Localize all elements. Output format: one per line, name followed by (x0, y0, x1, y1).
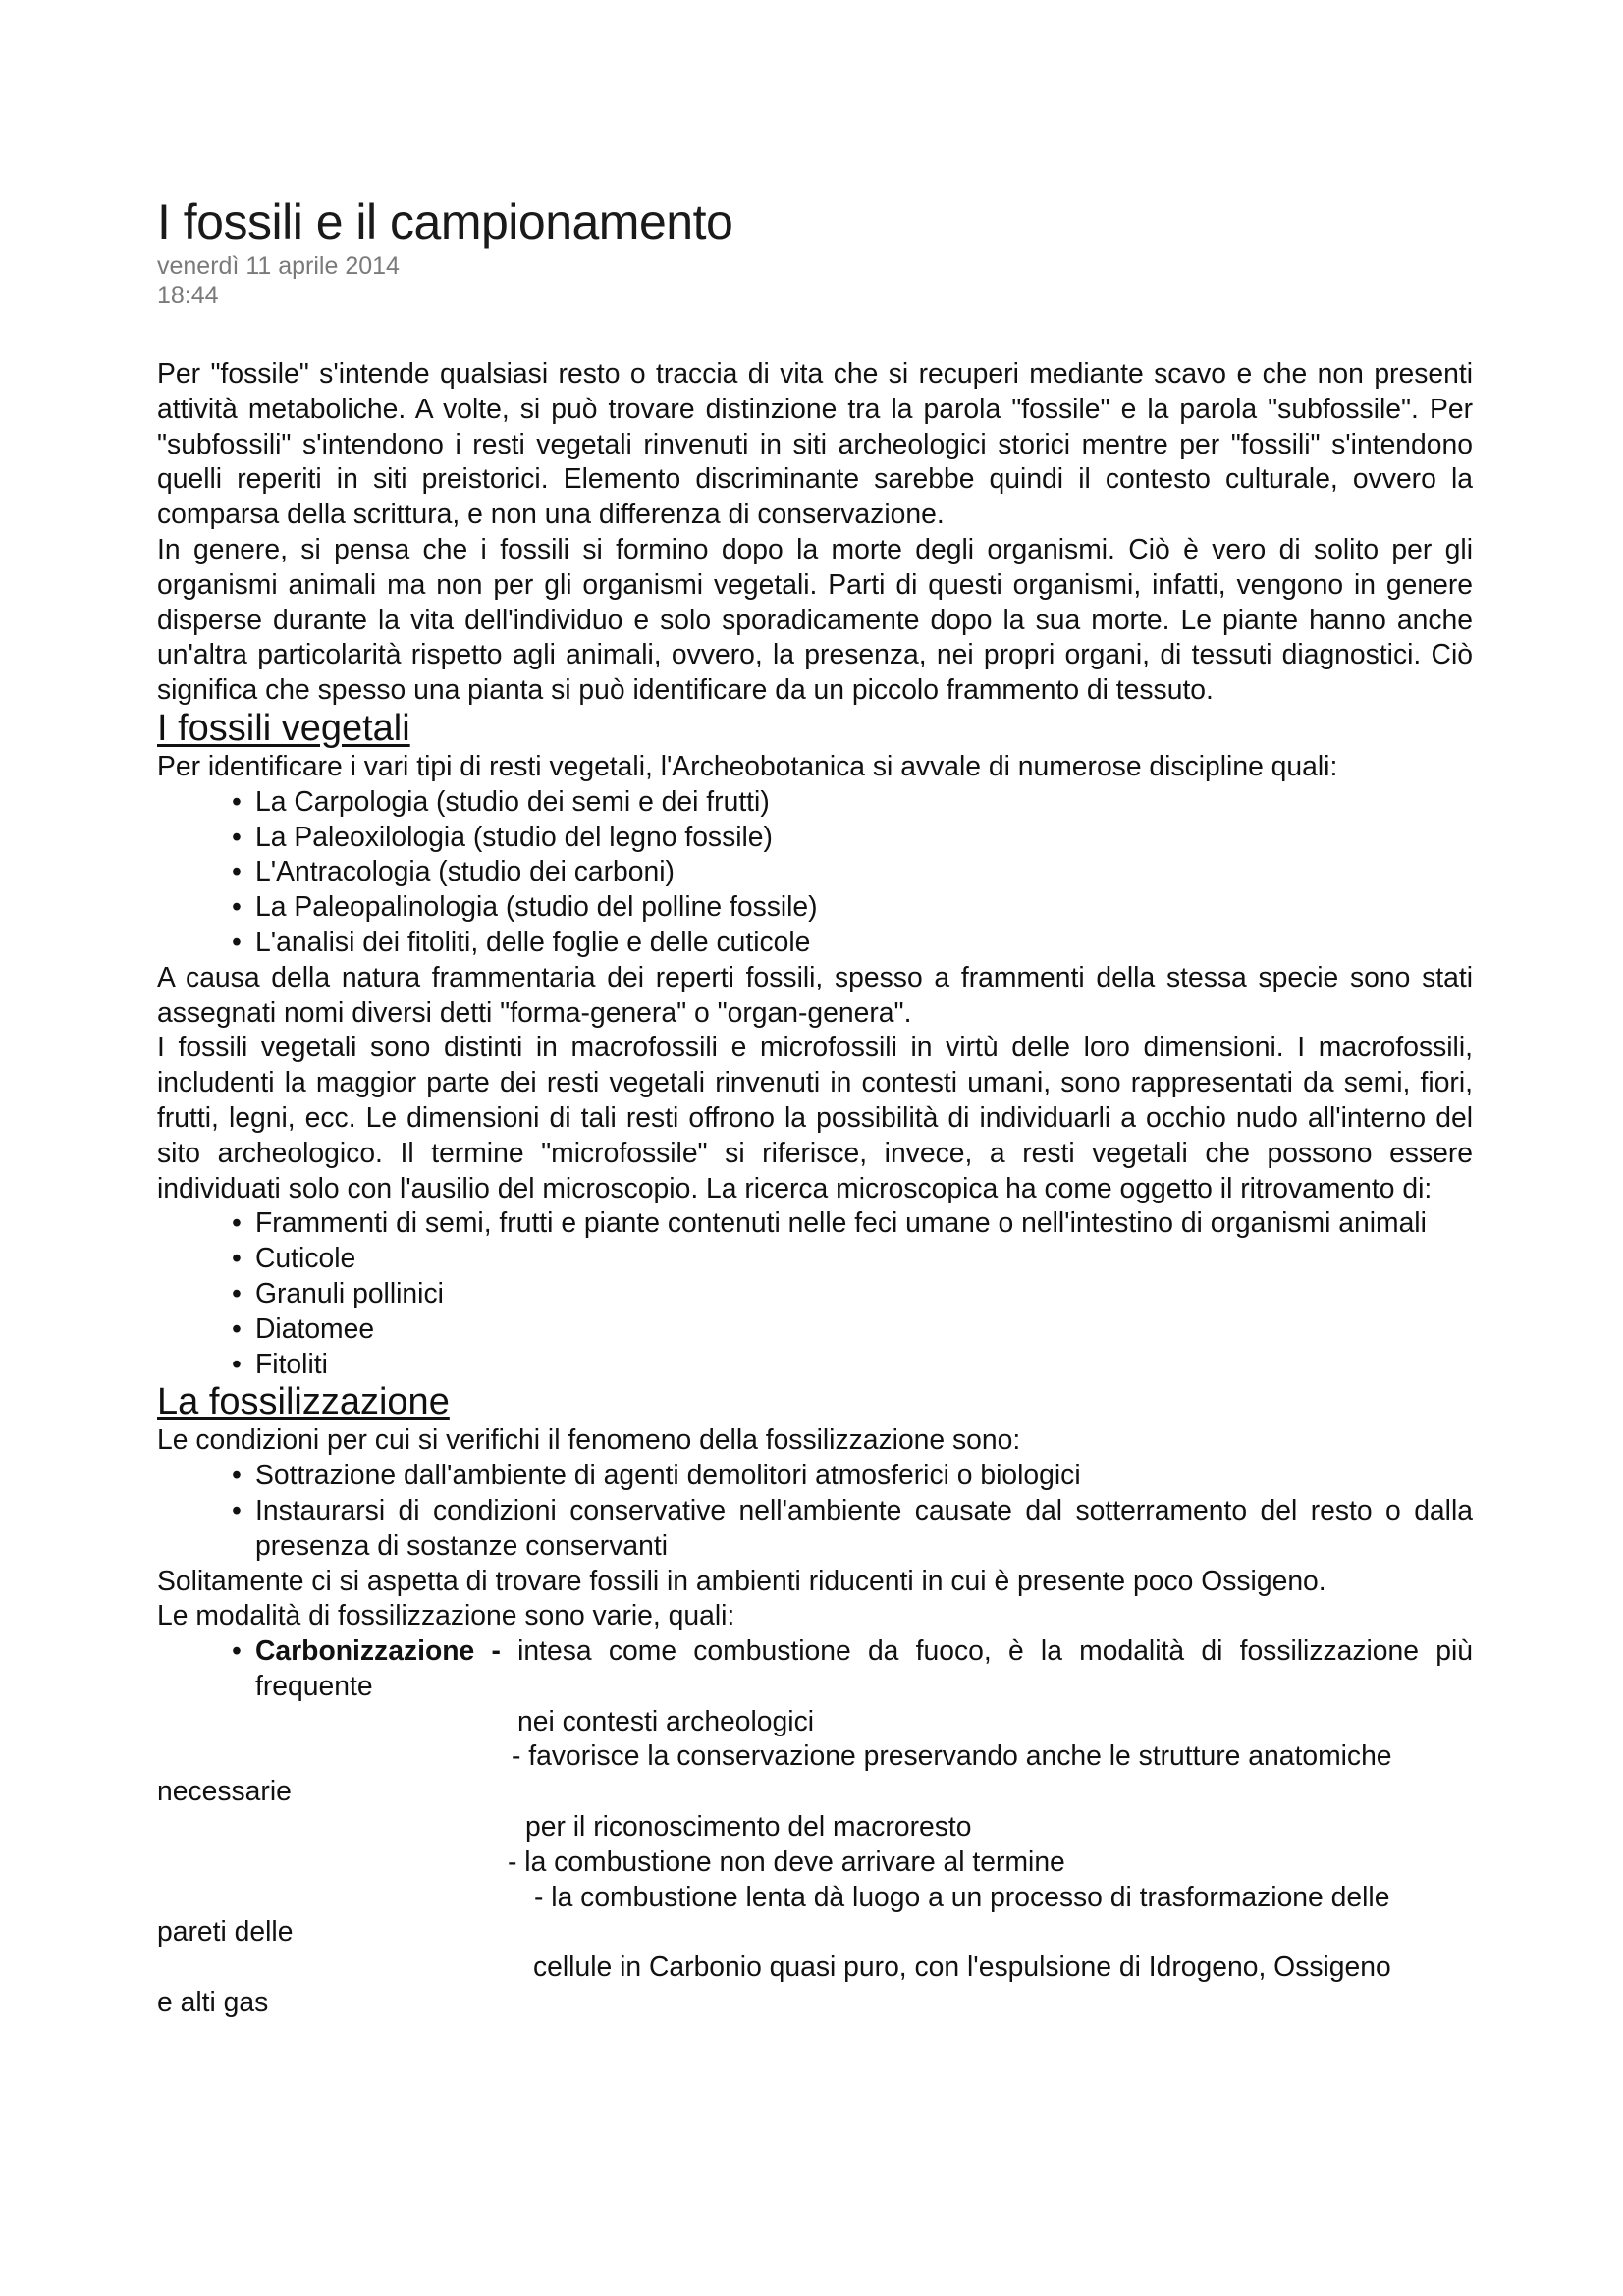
list-item-carbonizzazione (157, 1633, 1473, 1704)
paragraph-forma-genera: A causa della natura frammentaria dei reperti fossili, spesso a frammenti della stessa specie sono stati assegnati nomi diversi detti "forma-genera" o "organ-genera". (157, 960, 1473, 1028)
section1-lead: Per identificare i vari tipi di resti vegetali, l'Archeobotanica si avvale di numerose discipline quali: (157, 749, 1338, 781)
list-item: • Fitoliti (157, 1347, 1473, 1382)
carb-line: cellule in Carbonio quasi puro, con l'espulsione di Idrogeno, Ossigeno (533, 1950, 1391, 1983)
section-heading-fossilizzazione: La fossilizzazione (157, 1381, 450, 1423)
disciplines-list (157, 784, 1473, 960)
paragraph-modalita: Le modalità di fossilizzazione sono varie, quali: (157, 1599, 735, 1631)
spacer (157, 310, 1473, 356)
section-heading-fossili-vegetali: I fossili vegetali (157, 707, 410, 749)
microfossil-list (157, 1205, 1473, 1381)
section2-lead: Le condizioni per cui si verifichi il fenomeno della fossilizzazione sono: (157, 1423, 1021, 1456)
note-page (157, 192, 1473, 2020)
note-date: venerdì 11 aprile 2014 (157, 252, 400, 280)
note-time: 18:44 (157, 282, 219, 309)
carb-line: e alti gas (157, 1986, 269, 2018)
list-item: • Frammenti di semi, frutti e piante contenuti nelle feci umane o nell'intestino di organismi animali (157, 1205, 1473, 1241)
conditions-list (157, 1458, 1473, 1563)
paragraph-ambienti-riducenti: Solitamente ci si aspetta di trovare fossili in ambienti riducenti in cui è presente poco Ossigeno. (157, 1564, 1326, 1596)
paragraph-macro-micro: I fossili vegetali sono distinti in macrofossili e microfossili in virtù delle loro dimensioni. I macrofossili, includenti la maggior parte dei resti vegetali rinvenuti in contesti umani, sono rappresentati da semi, fiori, frutti, legni, ecc. Le dimensioni di tali resti offrono la possibilità di individuarli a occhio nudo all'interno del sito archeologico. Il termine "microfossile" si riferisce, invece, a resti vegetali che possono essere individuati solo con l'ausilio del microscopio. La ricerca microscopica ha come oggetto il ritrovamento di: (157, 1031, 1473, 1203)
page-title: I fossili e il campionamento (157, 194, 733, 249)
carb-line: necessarie (157, 1775, 292, 1807)
list-item: • Diatomee (157, 1311, 1473, 1347)
list-item: • Instaurarsi di condizioni conservative nell'ambiente causate dal sotterramento del resto o dalla presenza di sostanze conservanti (157, 1493, 1473, 1564)
list-item: • Granuli pollinici (157, 1276, 1473, 1311)
list-item: • La Carpologia (studio dei semi e dei frutti) (157, 784, 1473, 820)
carb-line: - la combustione lenta dà luogo a un processo di trasformazione delle (534, 1880, 1390, 1912)
carb-line: - la combustione non deve arrivare al termine (508, 1844, 1065, 1877)
carb-line: pareti delle (157, 1915, 294, 1948)
list-item: • L'analisi dei fitoliti, delle foglie e delle cuticole (157, 925, 1473, 960)
intro-paragraph-1: Per "fossile" s'intende qualsiasi resto o traccia di vita che si recuperi mediante scavo e che non presenti attività metaboliche. A volte, si può trovare distinzione tra la parola "fossile" e la parola "subfossile". Per "subfossili" s'intendono i resti vegetali rinvenuti in siti archeologici storici mentre per "fossili" s'intendono quelli reperiti in siti preistorici. Elemento discriminante sarebbe quindi il contesto culturale, ovvero la comparsa della scrittura, e non una differenza di conservazione. (157, 357, 1473, 530)
carb-line: nei contesti archeologici (517, 1704, 815, 1736)
list-item: • La Paleoxilologia (studio del legno fossile) (157, 820, 1473, 855)
carb-line: per il riconoscimento del macroresto (525, 1810, 972, 1842)
list-item: • La Paleopalinologia (studio del polline fossile) (157, 889, 1473, 925)
carb-line: - favorisce la conservazione preservando anche le strutture anatomiche (512, 1739, 1392, 1772)
carbonizzazione-desc: intesa come combustione da fuoco, è la modalità di fossilizzazione più frequente (255, 1634, 1473, 1701)
modalities-list (157, 1633, 1473, 1704)
list-item: • L'Antracologia (studio dei carboni) (157, 854, 1473, 889)
intro-paragraph-2: In genere, si pensa che i fossili si formino dopo la morte degli organismi. Ciò è vero di solito per gli organismi animali ma non per gli organismi vegetali. Parti di questi organismi, infatti, vengono in genere disperse durante la vita dell'individuo e solo sporadicamente dopo la sua morte. Le piante hanno anche un'altra particolarità rispetto agli animali, ovvero, la presenza, nei propri organi, di tessuti diagnostici. Ciò significa che spesso una pianta si può identificare da un piccolo frammento di tessuto. (157, 532, 1473, 706)
carbonizzazione-term: Carbonizzazione - (255, 1634, 501, 1667)
list-item: • Cuticole (157, 1241, 1473, 1276)
list-item: • Sottrazione dall'ambiente di agenti demolitori atmosferici o biologici (157, 1458, 1473, 1493)
